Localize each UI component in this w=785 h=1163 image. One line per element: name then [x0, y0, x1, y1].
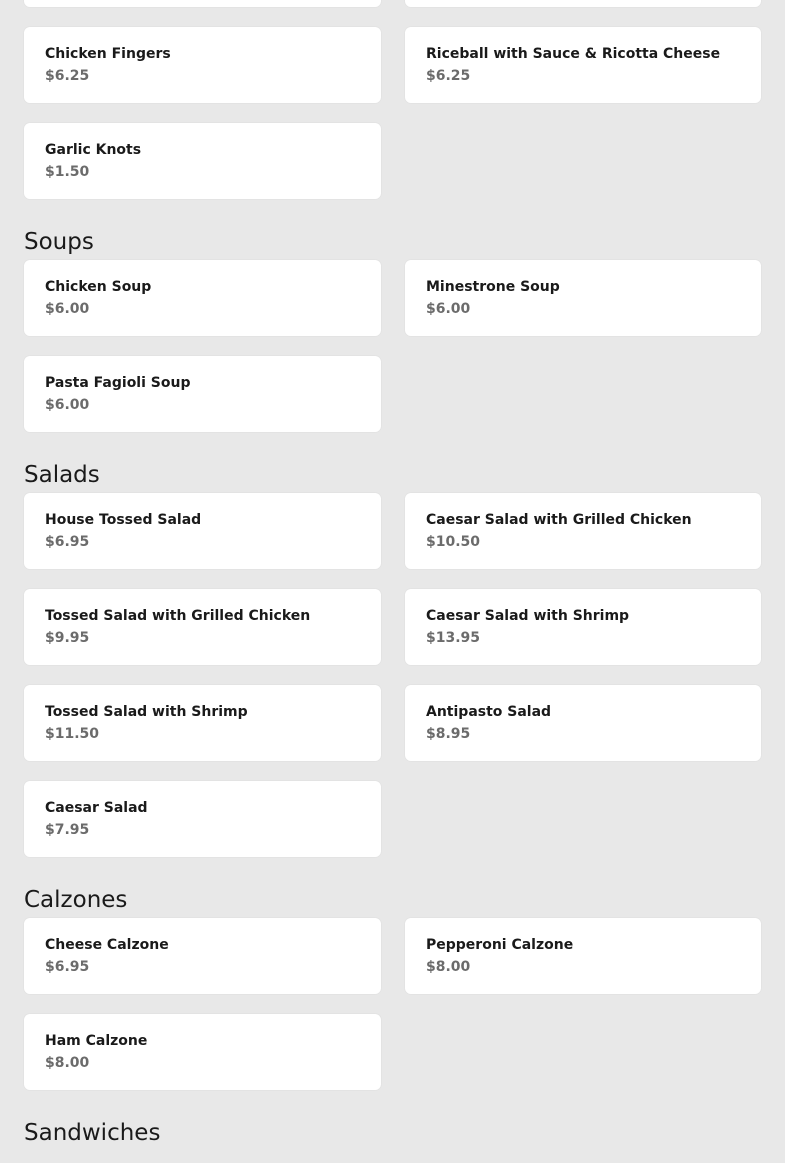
section-title-calzones: Calzones	[24, 887, 128, 913]
item-name: Pepperoni Calzone	[426, 937, 574, 953]
menu-item-card[interactable]	[24, 123, 381, 199]
item-name: Garlic Knots	[45, 142, 142, 158]
item-name: Chicken Soup	[45, 279, 152, 295]
item-name: Tossed Salad with Shrimp	[45, 704, 248, 720]
item-name: Caesar Salad	[45, 800, 148, 816]
menu-item-card[interactable]	[405, 685, 761, 761]
item-name: Caesar Salad with Shrimp	[426, 608, 630, 624]
section-title-soups: Soups	[24, 229, 94, 255]
item-name: Chicken Fingers	[45, 46, 171, 62]
item-price: $6.00	[426, 301, 471, 317]
item-price: $1.50	[45, 164, 90, 180]
menu-item-card[interactable]	[24, 493, 381, 569]
menu-item-card[interactable]	[24, 27, 381, 103]
item-name: Caesar Salad with Grilled Chicken	[426, 512, 692, 528]
menu-item-card[interactable]	[405, 589, 761, 665]
menu-item-card[interactable]	[24, 781, 381, 857]
item-price: $6.00	[45, 301, 90, 317]
item-price: $6.25	[426, 68, 471, 84]
section-title-sandwiches: Sandwiches	[24, 1120, 161, 1146]
section-title-salads: Salads	[24, 462, 100, 488]
item-price: $9.95	[45, 630, 90, 646]
menu-item-card[interactable]	[24, 1014, 381, 1090]
item-price: $6.00	[45, 397, 90, 413]
menu-item-card[interactable]	[405, 918, 761, 994]
item-price: $6.95	[45, 959, 90, 975]
item-price: $10.50	[426, 534, 481, 550]
menu-item-card-partial[interactable]	[405, 0, 761, 7]
item-price: $6.95	[45, 534, 90, 550]
item-price: $7.95	[45, 822, 90, 838]
item-name: Pasta Fagioli Soup	[45, 375, 191, 391]
menu-item-card-partial[interactable]	[24, 0, 381, 7]
item-name: Minestrone Soup	[426, 279, 560, 295]
menu-item-card[interactable]	[24, 260, 381, 336]
item-name: Antipasto Salad	[426, 704, 552, 720]
menu-item-card[interactable]	[24, 356, 381, 432]
item-price: $8.00	[45, 1055, 90, 1071]
menu-item-card[interactable]	[24, 685, 381, 761]
menu-item-card[interactable]	[405, 493, 761, 569]
item-price: $13.95	[426, 630, 481, 646]
item-name: Tossed Salad with Grilled Chicken	[45, 608, 311, 624]
item-name: Cheese Calzone	[45, 937, 169, 953]
menu-item-card[interactable]	[405, 27, 761, 103]
item-price: $8.95	[426, 726, 471, 742]
menu-item-card[interactable]	[24, 589, 381, 665]
item-price: $11.50	[45, 726, 100, 742]
menu-item-card[interactable]	[405, 260, 761, 336]
item-name: House Tossed Salad	[45, 512, 202, 528]
item-name: Riceball with Sauce & Ricotta Cheese	[426, 46, 721, 62]
item-price: $6.25	[45, 68, 90, 84]
item-name: Ham Calzone	[45, 1033, 148, 1049]
item-price: $8.00	[426, 959, 471, 975]
menu-item-card[interactable]	[24, 918, 381, 994]
